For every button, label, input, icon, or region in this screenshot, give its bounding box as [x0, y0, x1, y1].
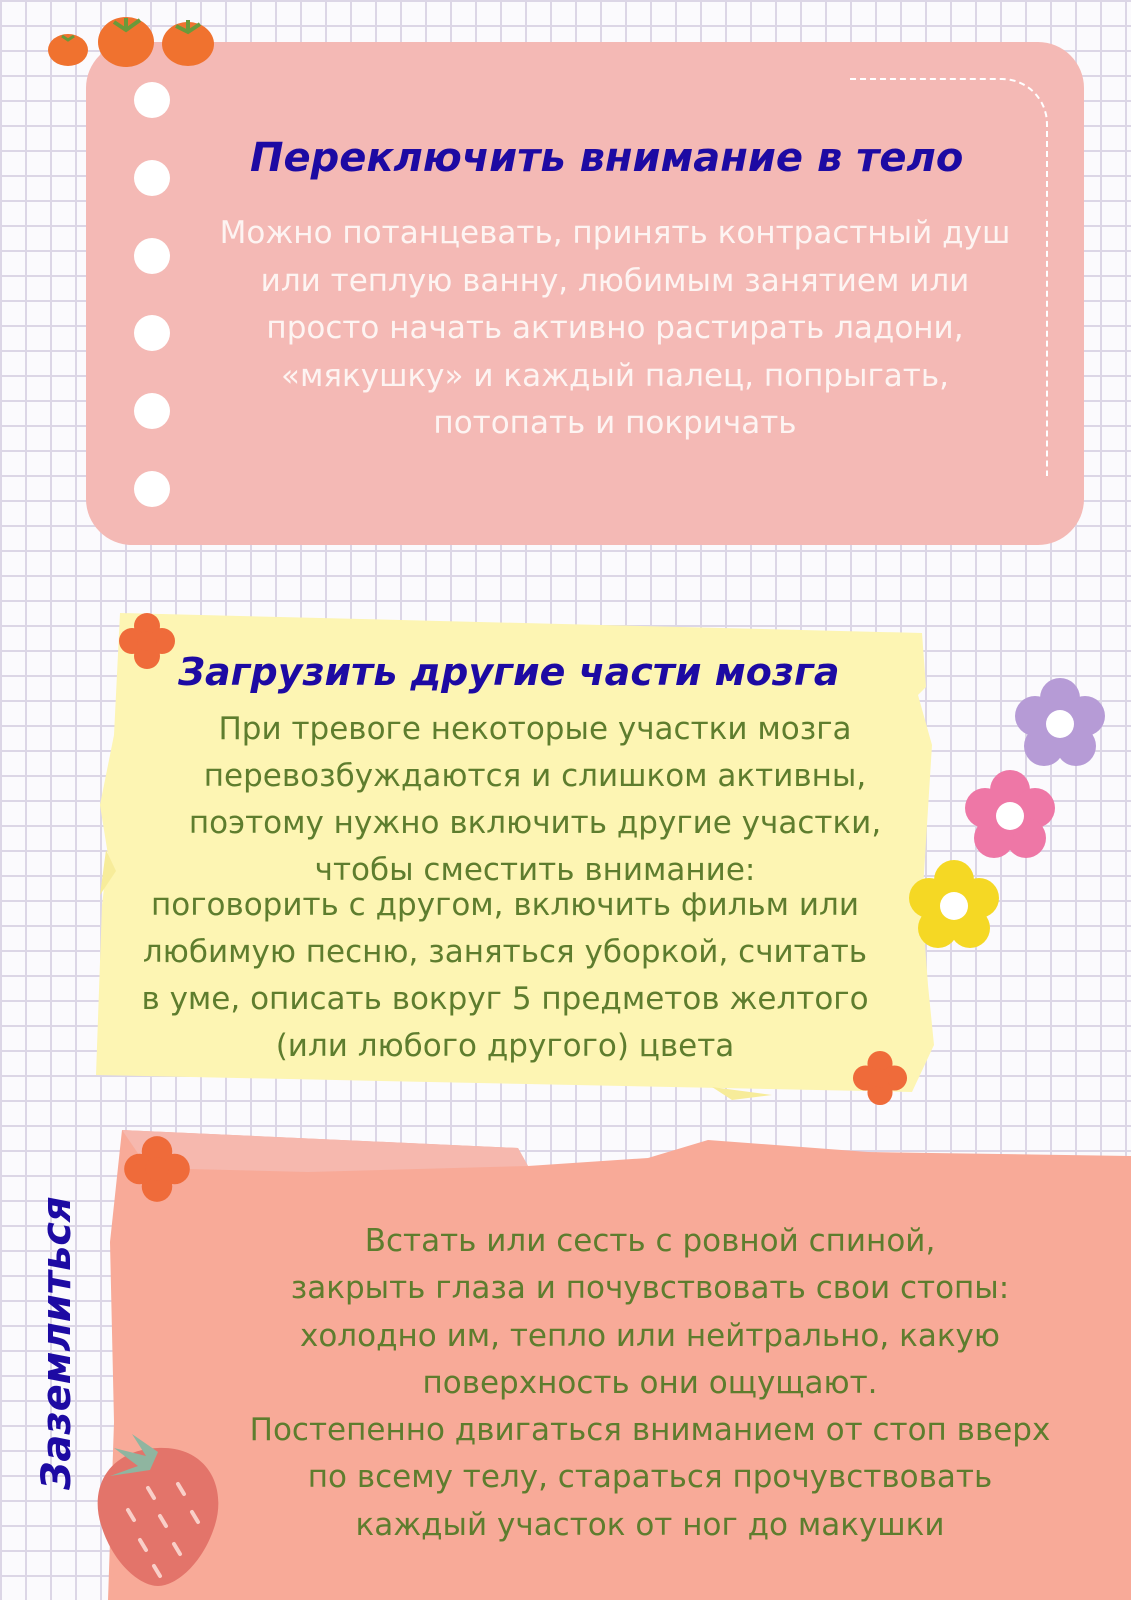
text-line: «мякушку» и каждый палец, попрыгать, — [281, 357, 949, 394]
section-examples-text — [120, 882, 890, 1070]
clover-flower-icon — [122, 1135, 192, 1203]
notebook-hole — [134, 82, 170, 118]
notebook-hole — [134, 315, 170, 351]
notebook-hole — [134, 238, 170, 274]
text-line: в уме, описать вокруг 5 предметов желтого — [141, 981, 869, 1017]
text-line: Можно потанцевать, принять контрастный душ — [219, 215, 1011, 251]
notebook-hole — [134, 160, 170, 196]
text-line: по всему телу, стараться прочувствовать — [307, 1459, 993, 1496]
text-line: поверхность они ощущают. — [422, 1364, 878, 1401]
text-line: (или любого другого) цвета — [275, 1028, 735, 1064]
notebook-hole — [134, 471, 170, 507]
strawberry-icon — [88, 1428, 228, 1588]
text-line: поговорить с другом, включить фильм или — [150, 887, 860, 923]
tomato-icon — [44, 12, 220, 74]
text-line: Встать или сесть с ровной спиной, — [364, 1223, 936, 1259]
text-line: любимую песню, заняться уборкой, считать — [142, 934, 868, 970]
clover-flower-icon — [118, 612, 176, 670]
text-line: каждый участок от ног до макушки — [355, 1506, 945, 1543]
text-line: чтобы сместить внимание: — [314, 852, 756, 888]
text-line: холодно им, тепло или нейтрально, какую — [300, 1317, 1000, 1354]
text-line: Постепенно двигаться вниманием от стоп вверх — [249, 1412, 1051, 1449]
notebook-hole — [134, 393, 170, 429]
section-title-vertical: Заземлиться — [34, 1196, 80, 1490]
text-line: просто начать активно растирать ладони, — [266, 310, 964, 346]
text-line: закрыть глаза и почувствовать свои стопы: — [290, 1270, 1010, 1307]
text-line: потопать и покричать — [433, 405, 797, 441]
pink-flower-icon — [964, 770, 1056, 862]
section-title: Загрузить другие части мозга — [178, 650, 840, 694]
section-body-text — [130, 706, 940, 894]
text-line: поэтому нужно включить другие участки, — [188, 805, 882, 841]
purple-flower-icon — [1014, 678, 1106, 770]
text-line: перевозбуждаются и слишком активны, — [203, 758, 867, 794]
section-body-text — [230, 1218, 1070, 1549]
text-line: При тревоге некоторые участки мозга — [218, 711, 852, 747]
section-body-text — [190, 210, 1040, 448]
section-title: Переключить внимание в тело — [250, 135, 964, 181]
text-line: или теплую ванну, любимым занятием или — [260, 262, 970, 299]
